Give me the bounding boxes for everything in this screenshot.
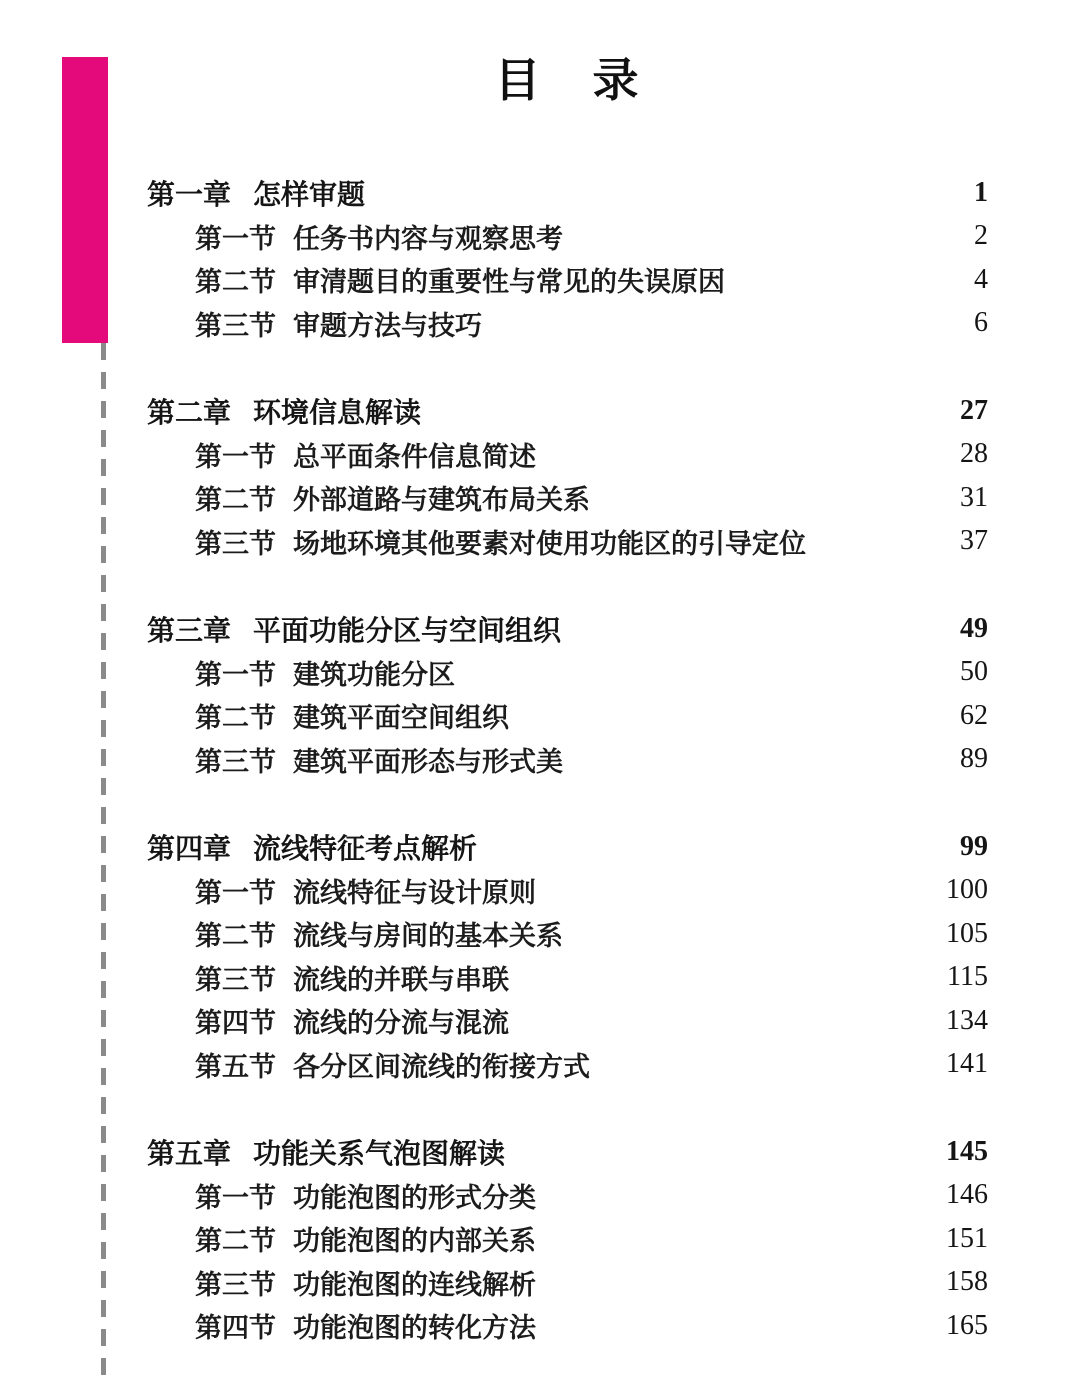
toc-section-entry — [147, 435, 536, 474]
toc-section-title: 各分区间流线的衔接方式 — [293, 1051, 590, 1082]
toc-section-row — [147, 1304, 988, 1348]
toc-section-row — [147, 694, 988, 738]
toc-section-label: 第三节 — [195, 310, 276, 341]
toc-section-title: 流线特征与设计原则 — [293, 877, 536, 908]
toc-section-row — [147, 520, 988, 564]
toc-section-row — [147, 738, 988, 782]
toc-section-title: 功能泡图的连线解析 — [293, 1269, 536, 1300]
toc-section-row — [147, 956, 988, 1000]
toc-section-title: 任务书内容与观察思考 — [293, 223, 563, 254]
toc-section-entry — [147, 1219, 536, 1258]
toc-section-label: 第一节 — [195, 223, 276, 254]
toc-section-title: 流线的并联与串联 — [293, 964, 509, 995]
toc-section-entry — [147, 914, 563, 953]
toc-section-title: 建筑功能分区 — [293, 659, 455, 690]
toc-section-page-number: 134 — [946, 1004, 988, 1036]
toc-section-row — [147, 215, 988, 259]
toc-section-entry — [147, 696, 509, 735]
toc-chapter-label: 第一章 — [147, 178, 232, 210]
toc-section-page-number: 146 — [946, 1179, 988, 1211]
toc-section-page-number: 105 — [946, 917, 988, 949]
toc-section-entry — [147, 653, 455, 692]
toc-section-label: 第四节 — [195, 1008, 276, 1039]
toc-chapter-entry — [147, 609, 561, 649]
toc-section-page-number: 2 — [974, 220, 988, 252]
toc-section-title: 功能泡图的内部关系 — [293, 1226, 536, 1257]
toc-section-page-number: 6 — [974, 307, 988, 339]
toc-chapter-group — [147, 825, 988, 1086]
toc-section-row — [147, 999, 988, 1043]
toc-chapter-group — [147, 1130, 988, 1348]
toc-section-label: 第四节 — [195, 1313, 276, 1344]
toc-chapter-page-number: 99 — [960, 830, 988, 862]
toc-section-label: 第三节 — [195, 528, 276, 559]
toc-chapter-row — [147, 389, 988, 433]
toc-section-page-number: 28 — [960, 438, 988, 470]
toc-chapter-title: 功能关系气泡图解读 — [253, 1137, 506, 1169]
toc-section-page-number: 158 — [946, 1266, 988, 1298]
toc-section-label: 第三节 — [195, 1269, 276, 1300]
toc-section-entry — [147, 522, 806, 561]
toc-chapter-title: 平面功能分区与空间组织 — [253, 614, 562, 646]
dashed-divider-line — [101, 343, 106, 1377]
toc-section-title: 功能泡图的转化方法 — [293, 1313, 536, 1344]
toc-section-entry — [147, 304, 482, 343]
toc-chapter-group — [147, 171, 988, 345]
toc-section-row — [147, 869, 988, 913]
toc-chapter-row — [147, 825, 988, 869]
toc-section-row — [147, 433, 988, 477]
toc-section-row — [147, 1174, 988, 1218]
toc-section-row — [147, 1217, 988, 1261]
toc-section-title: 功能泡图的形式分类 — [293, 1182, 536, 1213]
toc-section-title: 建筑平面空间组织 — [293, 703, 509, 734]
toc-chapter-row — [147, 607, 988, 651]
toc-chapter-group — [147, 389, 988, 563]
accent-bar — [62, 57, 108, 343]
toc-section-page-number: 37 — [960, 525, 988, 557]
toc-chapter-page-number: 27 — [960, 394, 988, 426]
toc-section-entry — [147, 871, 536, 910]
toc-section-entry — [147, 1263, 536, 1302]
toc-chapter-label: 第二章 — [147, 396, 232, 428]
toc-section-title: 场地环境其他要素对使用功能区的引导定位 — [293, 528, 806, 559]
toc-section-row — [147, 1261, 988, 1305]
toc-section-page-number: 62 — [960, 699, 988, 731]
toc-section-label: 第一节 — [195, 1182, 276, 1213]
toc-section-page-number: 141 — [946, 1048, 988, 1080]
toc-chapter-title: 环境信息解读 — [253, 396, 422, 428]
toc-chapter-page-number: 49 — [960, 612, 988, 644]
toc-section-title: 审清题目的重要性与常见的失误原因 — [293, 267, 725, 298]
toc-chapter-label: 第三章 — [147, 614, 232, 646]
toc-chapter-title: 怎样审题 — [253, 178, 366, 210]
toc-section-page-number: 100 — [946, 874, 988, 906]
toc-section-entry — [147, 958, 509, 997]
toc-chapter-entry — [147, 173, 365, 213]
toc-section-title: 总平面条件信息简述 — [293, 441, 536, 472]
toc-section-label: 第二节 — [195, 1226, 276, 1257]
toc-section-entry — [147, 1045, 590, 1084]
toc-section-label: 第一节 — [195, 659, 276, 690]
toc-section-row — [147, 476, 988, 520]
toc-section-label: 第二节 — [195, 485, 276, 516]
toc-page — [147, 0, 988, 1348]
toc-section-page-number: 89 — [960, 743, 988, 775]
page-title-char: 录 — [592, 54, 641, 106]
toc-section-page-number: 151 — [946, 1222, 988, 1254]
toc-chapter-page-number: 1 — [974, 176, 988, 208]
toc-section-title: 流线与房间的基本关系 — [293, 921, 563, 952]
toc-section-entry — [147, 1176, 536, 1215]
toc-section-row — [147, 302, 988, 346]
toc-section-row — [147, 912, 988, 956]
toc-section-row — [147, 258, 988, 302]
toc-section-page-number: 165 — [946, 1309, 988, 1341]
toc-section-title: 流线的分流与混流 — [293, 1008, 509, 1039]
page-title-char: 目 — [494, 54, 543, 106]
toc-section-page-number: 4 — [974, 263, 988, 295]
toc-section-title: 审题方法与技巧 — [293, 310, 482, 341]
toc-chapter-label: 第五章 — [147, 1137, 232, 1169]
toc-section-label: 第五节 — [195, 1051, 276, 1082]
toc-section-row — [147, 651, 988, 695]
toc-chapter-row — [147, 171, 988, 215]
toc-section-row — [147, 1043, 988, 1087]
toc-section-entry — [147, 217, 563, 256]
toc-section-label: 第一节 — [195, 441, 276, 472]
toc-section-entry — [147, 1001, 509, 1040]
toc-section-page-number: 115 — [947, 961, 988, 993]
page-title — [147, 0, 988, 106]
toc-section-label: 第二节 — [195, 267, 276, 298]
toc-section-entry — [147, 740, 563, 779]
toc-section-page-number: 31 — [960, 481, 988, 513]
toc-chapter-page-number: 145 — [946, 1135, 988, 1167]
toc-chapter-entry — [147, 1132, 505, 1172]
toc-section-label: 第二节 — [195, 921, 276, 952]
toc-list — [147, 171, 988, 1348]
toc-section-title: 建筑平面形态与形式美 — [293, 746, 563, 777]
toc-chapter-entry — [147, 391, 421, 431]
toc-section-page-number: 50 — [960, 656, 988, 688]
toc-section-entry — [147, 478, 590, 517]
toc-section-label: 第三节 — [195, 746, 276, 777]
toc-section-entry — [147, 1306, 536, 1345]
toc-chapter-group — [147, 607, 988, 781]
toc-chapter-row — [147, 1130, 988, 1174]
toc-chapter-entry — [147, 827, 477, 867]
toc-section-label: 第一节 — [195, 877, 276, 908]
toc-chapter-label: 第四章 — [147, 832, 232, 864]
toc-section-title: 外部道路与建筑布局关系 — [293, 485, 590, 516]
toc-chapter-title: 流线特征考点解析 — [253, 832, 478, 864]
toc-section-label: 第三节 — [195, 964, 276, 995]
toc-section-entry — [147, 260, 725, 299]
toc-section-label: 第二节 — [195, 703, 276, 734]
